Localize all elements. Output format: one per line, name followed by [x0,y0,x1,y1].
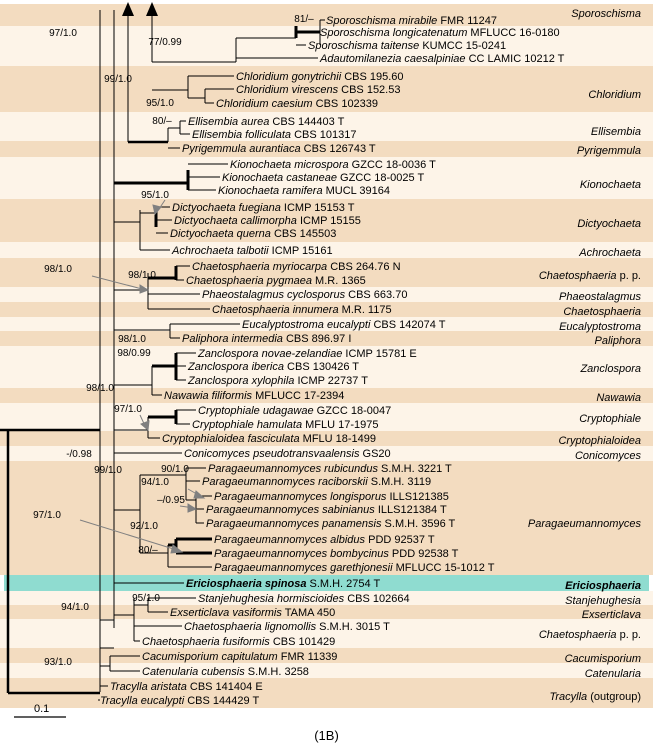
taxon-species: Tracylla aristata [110,681,187,693]
clade-label: Cryptophialoidea [558,435,641,447]
taxon-species: Paragaeumannomyces sabinianus [206,504,375,516]
support-value: 98/1.0 [86,383,114,394]
taxon-label [164,390,344,402]
taxon-label [230,159,436,171]
support-value: 99/1.0 [94,465,122,476]
taxon-species: Ellisembia aurea [188,116,270,128]
taxon-label [188,116,345,128]
support-value: -/0.98 [66,449,92,460]
clade-label: Chaetosphaeria p. p. [538,270,641,282]
taxon-label [187,361,359,373]
taxon-strain: FMR 11247 [437,15,497,27]
taxon-strain: CBS 152.53 [338,84,401,96]
taxon-label [236,84,400,96]
taxon-species: Achrochaeta talbotii [172,245,269,257]
taxon-strain: S.M.H. 3221 T [378,463,452,475]
taxon-label [216,98,378,110]
taxon-species: Chaetosphaeria fusiformis [142,636,270,648]
taxon-strain: CBS 102339 [312,98,379,110]
clade-label: Cryptophiale [579,413,641,425]
taxon-strain: M.R. 1175 [338,304,392,316]
taxon-strain: ICMP 15161 [268,245,333,257]
taxon-label [212,304,392,316]
taxon-species: Dictyochaeta callimorpha [174,215,297,227]
support-value: 94/1.0 [141,477,169,488]
figure-caption: (1B) [314,728,339,743]
taxon-species: Zanclospora xylophila [188,375,295,387]
support-value: –/0.95 [157,495,185,506]
taxon-species: Cryptophialoidea fasciculata [162,433,300,445]
support-value: 99/1.0 [104,74,132,85]
clade-label: Chaetosphaeria [563,306,641,318]
taxon-species: Cryptophiale hamulata [192,419,303,431]
taxon-species: Kionochaeta microspora [230,159,349,171]
taxon-label [184,621,390,633]
taxon-strain: GZCC 18-0047 [313,405,392,417]
clade-label: Achrochaeta [579,247,641,259]
support-value: 97/1.0 [114,404,142,415]
taxon-species: Conicomyces pseudotransvaalensis [184,448,360,460]
taxon-strain: MFLUCC 15-1012 T [392,562,495,574]
taxon-label [236,71,404,83]
support-value: 77/0.99 [148,37,182,48]
support-value: 98/1.0 [118,334,146,345]
clade-band [0,663,653,678]
taxon-species: Paragaeumannomyces longisporus [214,491,387,503]
taxon-label [202,476,431,488]
support-value: 97/1.0 [49,28,77,39]
taxon-label [171,245,333,257]
taxon-strain: MFLU 18-1499 [299,433,377,445]
support-value: 98/0.99 [117,348,151,359]
taxon-strain: KUMCC 15-0241 [419,40,507,52]
taxon-strain: CC LAMIC 10212 T [465,53,565,65]
taxon-species: Cryptophiale udagawae [198,405,314,417]
support-value: 80/– [138,545,158,556]
taxon-species: Paliphora intermedia [182,333,283,345]
taxon-label [186,275,366,287]
taxon-label [320,27,560,39]
taxon-species: Catenularia cubensis [142,666,245,678]
support-value: 93/1.0 [44,657,72,668]
taxon-species: Dictyochaeta fuegiana [172,202,281,214]
taxon-label [174,215,361,227]
taxon-label [308,40,506,52]
taxon-label [242,319,446,331]
clade-label: Stanjehughesia [565,595,641,607]
clade-label: Tracylla (outgroup) [549,691,641,703]
clade-label: Chaetosphaeria p. p. [538,629,641,641]
taxon-strain: CBS 102664 [344,593,410,605]
taxon-label [182,143,376,155]
clade-label: Kionochaeta [579,179,641,191]
taxon-strain: S.M.H. 2754 T [306,578,381,590]
taxon-strain: CBS 896.97 I [282,333,352,345]
taxon-species: Zanclospora iberica [188,361,284,373]
taxon-strain: CBS 145503 [270,228,337,240]
taxon-strain: FMR 11339 [277,651,338,663]
taxon-species: Paragaeumannomyces panamensis [206,518,382,530]
scale-bar-label: 0.1 [34,703,50,715]
taxon-label [214,534,435,546]
taxon-strain: ICMP 15781 E [342,348,417,360]
taxon-species: Sporoschisma longicatenatum [320,27,468,39]
taxon-strain: CBS 142074 T [370,319,446,331]
taxon-species: Chloridium virescens [236,84,339,96]
taxon-species: Paragaeumannomyces raciborskii [202,476,368,488]
taxon-label [202,289,407,301]
taxon-strain: PDD 92538 T [388,548,459,560]
taxon-label [214,548,459,560]
support-value: 92/1.0 [130,521,158,532]
taxon-species: Ellisembia folliculata [192,129,292,141]
taxon-label [170,228,336,240]
taxon-species: Chloridium caesium [216,98,313,110]
taxon-species: Chaetosphaeria pygmaea [186,275,312,287]
support-value: 94/1.0 [61,602,89,613]
taxon-strain: ILLS121384 T [374,504,447,516]
clade-label: Sporoschisma [571,8,641,20]
taxon-species: Adautomilanezia caesalpiniae [320,53,466,65]
taxon-species: Stanjehughesia hormiscioides [198,593,345,605]
taxon-label [206,504,447,516]
taxon-label [192,419,379,431]
taxon-label [214,562,495,574]
taxon-species: Exserticlava vasiformis [170,607,282,619]
taxon-label [206,518,456,530]
taxon-strain: ICMP 15155 [296,215,361,227]
taxon-label [142,651,337,663]
taxon-species: Kionochaeta castaneae [222,172,337,184]
support-value: 97/1.0 [33,510,61,521]
clade-label: Chloridium [588,89,641,101]
taxon-species: Nawawia filiformis [164,390,253,402]
taxon-strain: GS20 [359,448,391,460]
taxon-species: Cacumisporium capitulatum [142,651,278,663]
taxon-species: Pyrigemmula aurantiaca [182,143,301,155]
taxon-label [192,129,356,141]
taxon-strain: S.M.H. 3258 [244,666,309,678]
taxon-label [172,202,355,214]
clade-label: Conicomyces [574,450,641,462]
taxon-species: Eucalyptostroma eucalypti [242,319,371,331]
clade-label: Eucalyptostroma [559,321,641,333]
taxon-label [208,463,452,475]
taxon-strain: PDD 92537 T [365,534,435,546]
taxon-strain: MFLUCC 17-2394 [252,390,345,402]
taxon-label [100,695,259,707]
taxon-strain: TAMA 450 [281,607,336,619]
support-value: 95/1.0 [146,98,174,109]
taxon-label [184,448,391,460]
clade-label: Ericiosphaeria [565,580,641,592]
taxon-strain: MFLUCC 16-0180 [467,27,560,39]
taxon-label [110,681,263,693]
taxon-strain: CBS 130426 T [284,361,360,373]
taxon-strain: CBS 126743 T [300,143,376,155]
taxon-label [197,348,417,360]
taxon-label [142,636,335,648]
clade-label: Paragaeumannomyces [527,518,641,530]
taxon-label [214,491,449,503]
taxon-species: Dictyochaeta querna [170,228,271,240]
taxon-strain: GZCC 18-0036 T [348,159,436,171]
taxon-label [162,433,376,445]
support-value: 98/1.0 [44,264,72,275]
support-value: 81/– [294,14,314,25]
clade-label: Ellisembia [590,126,641,138]
clade-label: Pyrigemmula [576,145,641,157]
taxon-strain: MUCL 39164 [322,185,391,197]
taxon-strain: CBS 144403 T [269,116,345,128]
clade-label: Phaeostalagmus [559,291,641,303]
taxon-species: Chaetosphaeria innumera [212,304,339,316]
taxon-species: Sporoschisma taitense [308,40,420,52]
taxon-species: Sporoschisma mirabile [326,15,438,27]
support-value: 80/– [152,116,172,127]
taxon-label [198,593,410,605]
taxon-label [142,666,309,678]
taxon-strain: CBS 141404 E [186,681,263,693]
taxon-species: Chaetosphaeria lignomollis [184,621,317,633]
clade-label: Catenularia [584,668,641,680]
clade-band [0,112,653,114]
support-value: 95/1.0 [141,190,169,201]
taxon-label [326,15,497,27]
taxon-label [319,53,565,65]
taxon-strain: CBS 101317 [291,129,357,141]
support-value: 98/1.0 [128,270,156,281]
taxon-strain: MFLU 17-1975 [302,419,379,431]
clade-label: Nawawia [596,392,641,404]
taxon-species: Chaetosphaeria myriocarpa [192,261,328,273]
taxon-species: Phaeostalagmus cyclosporus [202,289,346,301]
taxon-label [218,185,390,197]
taxon-strain: S.M.H. 3596 T [381,518,456,530]
taxon-label [198,405,391,417]
taxon-strain: CBS 144429 T [184,695,260,707]
taxon-species: Ericiosphaeria spinosa [186,578,307,590]
clade-label: Exserticlava [581,609,641,621]
clade-label: Cacumisporium [564,653,641,665]
support-value: 90/1.0 [161,464,189,475]
support-value: 95/1.0 [132,593,160,604]
taxon-strain: M.R. 1365 [311,275,366,287]
clade-label: Dictyochaeta [577,218,641,230]
clade-label: Zanclospora [580,363,641,375]
taxon-strain: S.M.H. 3119 [367,476,432,488]
taxon-strain: CBS 663.70 [345,289,408,301]
taxon-label [182,333,351,345]
taxon-strain: GZCC 18-0025 T [336,172,425,184]
taxon-label [192,261,401,273]
taxon-species: Paragaeumannomyces rubicundus [208,463,378,475]
taxon-label [170,607,335,619]
taxon-species: Paragaeumannomyces bombycinus [214,548,389,560]
taxon-species: Chloridium gonytrichii [236,71,342,83]
taxon-species: Paragaeumannomyces garethjonesii [214,562,393,574]
taxon-strain: ICMP 15153 T [280,202,355,214]
taxon-strain: CBS 195.60 [341,71,404,83]
taxon-species: Tracylla eucalypti [100,695,185,707]
taxon-species: Zanclospora novae-zelandiae [198,348,343,360]
taxon-strain: ILLS121385 [386,491,449,503]
taxon-species: Kionochaeta ramifera [218,185,323,197]
taxon-label [187,375,368,387]
taxon-strain: CBS 264.76 N [327,261,401,273]
taxon-strain: ICMP 22737 T [294,375,368,387]
taxon-label [222,172,424,184]
clade-label: Paliphora [594,335,641,347]
taxon-species: Paragaeumannomyces albidus [214,534,366,546]
taxon-strain: CBS 101429 [269,636,336,648]
taxon-strain: S.M.H. 3015 T [316,621,390,633]
taxon-label [186,578,380,590]
